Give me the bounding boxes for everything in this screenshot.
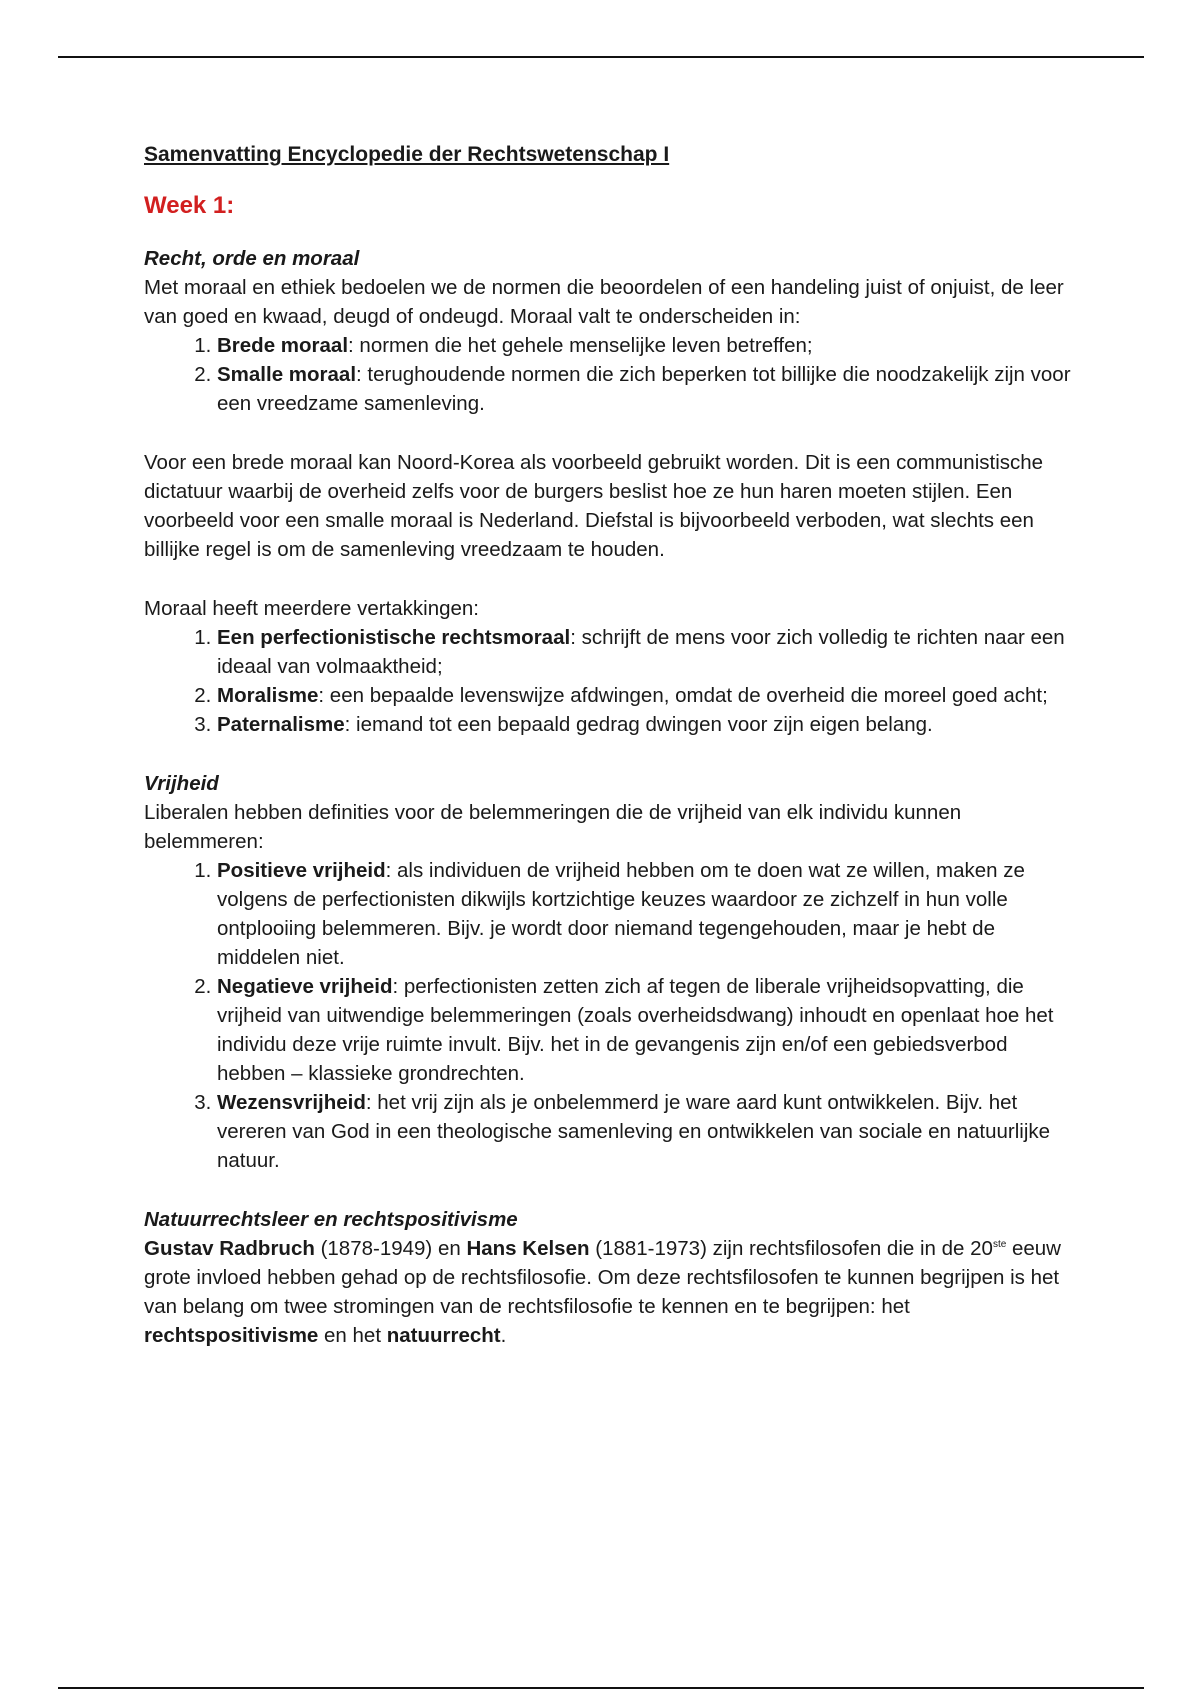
paragraph: Voor een brede moraal kan Noord-Korea als voorbeeld gebruikt worden. Dit is een communistische dictatuur waarbij de overheid zelfs voor de burgers beslist hoe ze hun haren moeten stijlen. Een voorbeeld voor een smalle moraal is Nederland. Diefstal is bijvoorbeeld verboden, wat slechts een billijke regel is om de samenleving vreedzaam te houden.	[144, 451, 1044, 561]
text-run: (1878-1949) en	[314, 1237, 467, 1260]
paragraph	[144, 1234, 1074, 1350]
document-title: Samenvatting Encyclopedie der Rechtswetenschap I	[144, 143, 670, 166]
list-text: : het vrij zijn als je onbelemmerd je ware aard kunt ontwikkelen. Bijv. het vereren van God in een theologische samenleving en ontwikkelen van sociale en natuurlijke natuur.	[217, 1091, 1051, 1172]
list-item	[217, 856, 1074, 972]
list-term: Wezensvrijheid	[217, 1091, 366, 1114]
list-text: : normen die het gehele menselijke leven betreffen;	[348, 334, 813, 357]
list-item	[217, 623, 1074, 681]
list-text: : schrijft de mens voor zich volledig te richten naar een ideaal van volmaaktheid;	[217, 626, 1065, 678]
list-text: : iemand tot een bepaald gedrag dwingen voor zijn eigen belang.	[344, 713, 933, 736]
term: rechtspositivisme	[144, 1324, 319, 1347]
paragraph: Met moraal en ethiek bedoelen we de normen die beoordelen of een handeling juist of onjuist, de leer van goed en kwaad, deugd of ondeugd. Moraal valt te onderscheiden in:	[144, 276, 1064, 328]
text-run: en het	[318, 1324, 387, 1347]
list-term: Brede moraal	[217, 334, 349, 357]
list-term: Negatieve vrijheid	[217, 975, 393, 998]
list-term: Smalle moraal	[217, 363, 357, 386]
list-item	[217, 681, 1074, 710]
superscript: ste	[992, 1239, 1007, 1251]
text-run: (1881-1973) zijn rechtsfilosofen die in de 20	[589, 1237, 993, 1260]
list-text: : terughoudende normen die zich beperken tot billijke die noodzakelijk zijn voor een vreedzame samenleving.	[217, 363, 1071, 415]
list-text: : perfectionisten zetten zich af tegen de liberale vrijheidsopvatting, die vrijheid van uitwendige belemmeringen (zoals overheidsdwang) inhoudt en openlaat hoe het individu deze vrije ruimte invult. Bijv. het in de gevangenis zijn en/of een gebiedsverbod hebben – klassieke grondrechten.	[217, 975, 1054, 1085]
list-item	[217, 710, 1074, 739]
paragraph: Moraal heeft meerdere vertakkingen:	[144, 597, 480, 620]
person-name: Hans Kelsen	[466, 1237, 590, 1260]
text-run: eeuw grote invloed hebben gehad op de rechtsfilosofie. Om deze rechtsfilosofen te kunnen begrijpen is het van belang om twee stromingen van de rechtsfilosofie te kennen en te begrijpen: het	[144, 1237, 1061, 1318]
list-item	[217, 972, 1074, 1088]
paragraph: Liberalen hebben definities voor de belemmeringen die de vrijheid van elk individu kunnen belemmeren:	[144, 801, 962, 853]
section-heading-vrijheid: Vrijheid	[144, 772, 219, 795]
section-heading-recht-orde-moraal: Recht, orde en moraal	[144, 247, 360, 270]
section-heading-natuurrechtsleer: Natuurrechtsleer en rechtspositivisme	[144, 1208, 518, 1231]
header-rule	[58, 56, 1144, 58]
list-term: Een perfectionistische rechtsmoraal	[217, 626, 571, 649]
moraal-list	[144, 331, 1074, 418]
document-page	[144, 140, 1074, 1350]
list-item	[217, 331, 1074, 360]
list-term: Moralisme	[217, 684, 319, 707]
list-term: Paternalisme	[217, 713, 345, 736]
footer-rule	[58, 1687, 1144, 1689]
list-term: Positieve vrijheid	[217, 859, 386, 882]
text-run: .	[500, 1324, 507, 1347]
vertakkingen-list	[144, 623, 1074, 739]
list-item	[217, 1088, 1074, 1175]
term: natuurrecht	[386, 1324, 501, 1347]
person-name: Gustav Radbruch	[144, 1237, 315, 1260]
list-item	[217, 360, 1074, 418]
week-heading: Week 1:	[144, 192, 235, 219]
vrijheid-list	[144, 856, 1074, 1175]
list-text: : een bepaalde levenswijze afdwingen, omdat de overheid die moreel goed acht;	[318, 684, 1048, 707]
list-text: : als individuen de vrijheid hebben om te doen wat ze willen, maken ze volgens de perfectionisten dikwijls kortzichtige keuzes waardoor ze zichzelf in hun volle ontplooiing belemmeren. Bijv. je wordt door niemand tegengehouden, maar je hebt de middelen niet.	[217, 859, 1025, 969]
